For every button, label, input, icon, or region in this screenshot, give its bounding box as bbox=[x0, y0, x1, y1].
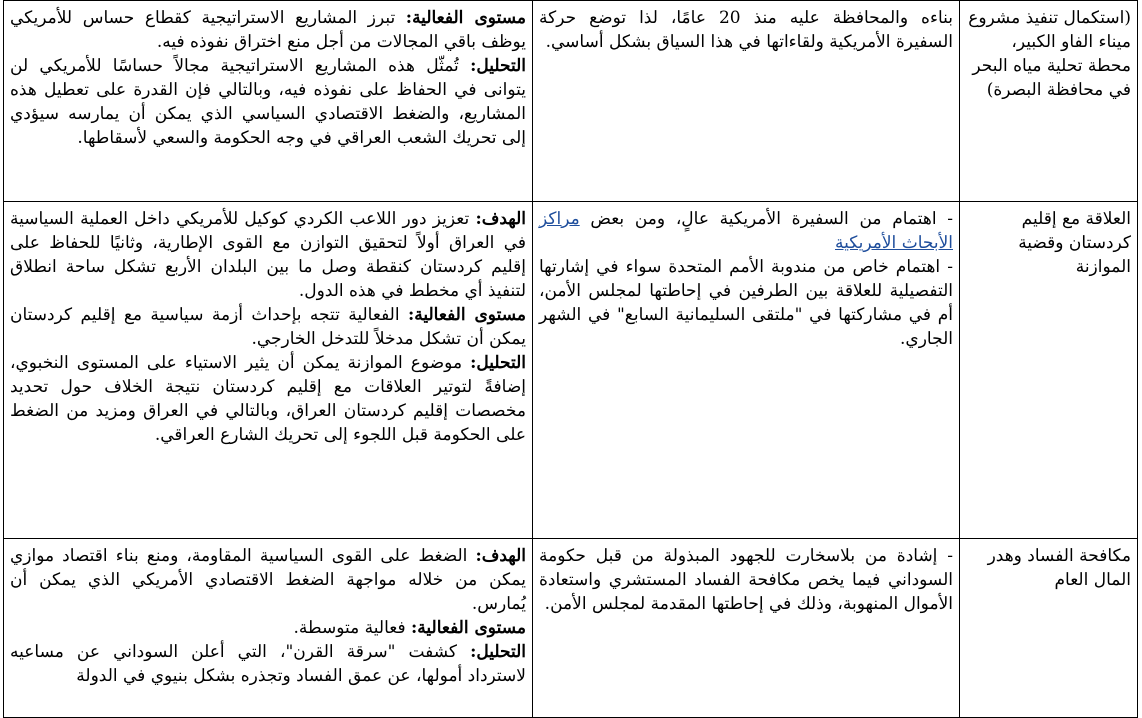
topic-text: مكافحة الفساد وهدر المال العام bbox=[987, 546, 1131, 590]
fact-bullet bbox=[539, 207, 953, 255]
table-row bbox=[4, 202, 1138, 539]
analysis-label: التحليل: bbox=[470, 56, 526, 76]
fact-bullet: - إشادة من بلاسخارت للجهود المبذولة من قبل حكومة السوداني فيما يخص مكافحة الفساد المستشري واستعادة الأموال المنهوبة، وذلك في إحاطتها المقدمة لمجلس الأمن. bbox=[539, 546, 953, 614]
level-label: مستوى الفعالية: bbox=[407, 305, 526, 325]
analysis-cell bbox=[4, 539, 533, 718]
topic-text: (استكمال تنفيذ مشروع ميناء الفاو الكبير، محطة تحلية مياه البحر في محافظة البصرة) bbox=[968, 8, 1131, 100]
table-row bbox=[4, 539, 1138, 718]
goal-label: الهدف: bbox=[475, 546, 526, 566]
fact-bullet-text: - اهتمام من السفيرة الأمريكية عالٍ، ومن بعض bbox=[579, 209, 953, 229]
analysis-text: تُمثّل هذه المشاريع الاستراتيجية مجالاً حساسًا للأمريكي لن يتوانى في الحفاظ على نفوذه فيه، وبالتالي فإن القدرة على تعطيل هذه المشاريع، والضغط الاقتصادي السياسي الذي يمكن أن يمارسه سيؤدي إلى تحريك الشعب العراقي في وجه الحكومة والسعي لأسقاطها. bbox=[10, 56, 526, 148]
topic-cell bbox=[960, 539, 1138, 718]
goal-paragraph bbox=[10, 207, 526, 303]
goal-paragraph bbox=[10, 544, 526, 616]
goal-text: تعزيز دور اللاعب الكردي كوكيل للأمريكي داخل العملية السياسية في العراق أولاً لتحقيق التوازن مع القوى الإطارية، وثانيًا للحفاظ على إقليم كردستان كنقطة وصل ما بين البلدان الأربع تشكل ساحة انطلاق لتنفيذ أي مخطط في هذه الدول. bbox=[10, 209, 526, 301]
level-paragraph bbox=[10, 6, 526, 54]
topic-cell bbox=[960, 1, 1138, 202]
fact-cell bbox=[533, 539, 960, 718]
analysis-paragraph bbox=[10, 640, 526, 688]
level-text: الفعالية تتجه بإحداث أزمة سياسية مع إقليم كردستان يمكن أن تشكل مدخلاً للتدخل الخارجي. bbox=[10, 305, 526, 349]
analysis-text: موضوع الموازنة يمكن أن يثير الاستياء على المستوى النخبوي، إضافةً لتوتير العلاقات مع إقليم كردستان نتيجة الخلاف حول تحديد مخصصات إقليم كردستان العراق، وبالتالي في العراق ومزيد من الضغط على الحكومة قبل اللجوء إلى تحريك الشارع العراقي. bbox=[10, 353, 526, 445]
level-text: تبرز المشاريع الاستراتيجية كقطاع حساس للأمريكي يوظف باقي المجالات من أجل منع اختراق نفوذه فيه. bbox=[10, 8, 526, 52]
fact-cell bbox=[533, 1, 960, 202]
analysis-table bbox=[3, 0, 1138, 718]
analysis-cell bbox=[4, 1, 533, 202]
research-centers-link[interactable]: مراكز الأبحاث الأمريكية bbox=[539, 209, 953, 253]
topic-cell bbox=[960, 202, 1138, 539]
goal-label: الهدف: bbox=[475, 209, 526, 229]
analysis-paragraph bbox=[10, 351, 526, 447]
goal-text: الضغط على القوى السياسية المقاومة، ومنع بناء اقتصاد موازي يمكن من خلاله مواجهة الضغط الاقتصادي الأمريكي الذي يمكن أن يُمارس. bbox=[10, 546, 526, 614]
analysis-cell bbox=[4, 202, 533, 539]
fact-text: بناءه والمحافظة عليه منذ 20 عامًا، لذا توضع حركة السفيرة الأمريكية ولقاءاتها في هذا السياق بشكل أساسي. bbox=[539, 8, 953, 52]
level-text: فعالية متوسطة. bbox=[293, 618, 411, 638]
analysis-text: كشفت "سرقة القرن"، التي أعلن السوداني عن مساعيه لاسترداد أمولها، عن عمق الفساد وتجذره بشكل بنيوي في الدولة bbox=[10, 642, 526, 686]
analysis-paragraph bbox=[10, 54, 526, 150]
fact-bullet: - اهتمام خاص من مندوبة الأمم المتحدة سواء في إشارتها التفصيلية للعلاقة بين الطرفين في إحاطتها لمجلس الأمن، أم في مشاركتها في "ملتقى السليمانية السابع" في الشهر الجاري. bbox=[539, 257, 953, 349]
topic-text: العلاقة مع إقليم كردستان وقضية الموازنة bbox=[1018, 209, 1131, 277]
analysis-label: التحليل: bbox=[470, 353, 526, 373]
level-paragraph bbox=[10, 616, 526, 640]
analysis-label: التحليل: bbox=[470, 642, 526, 662]
level-label: مستوى الفعالية: bbox=[411, 618, 526, 638]
table-row bbox=[4, 1, 1138, 202]
level-paragraph bbox=[10, 303, 526, 351]
fact-cell bbox=[533, 202, 960, 539]
level-label: مستوى الفعالية: bbox=[405, 8, 526, 28]
